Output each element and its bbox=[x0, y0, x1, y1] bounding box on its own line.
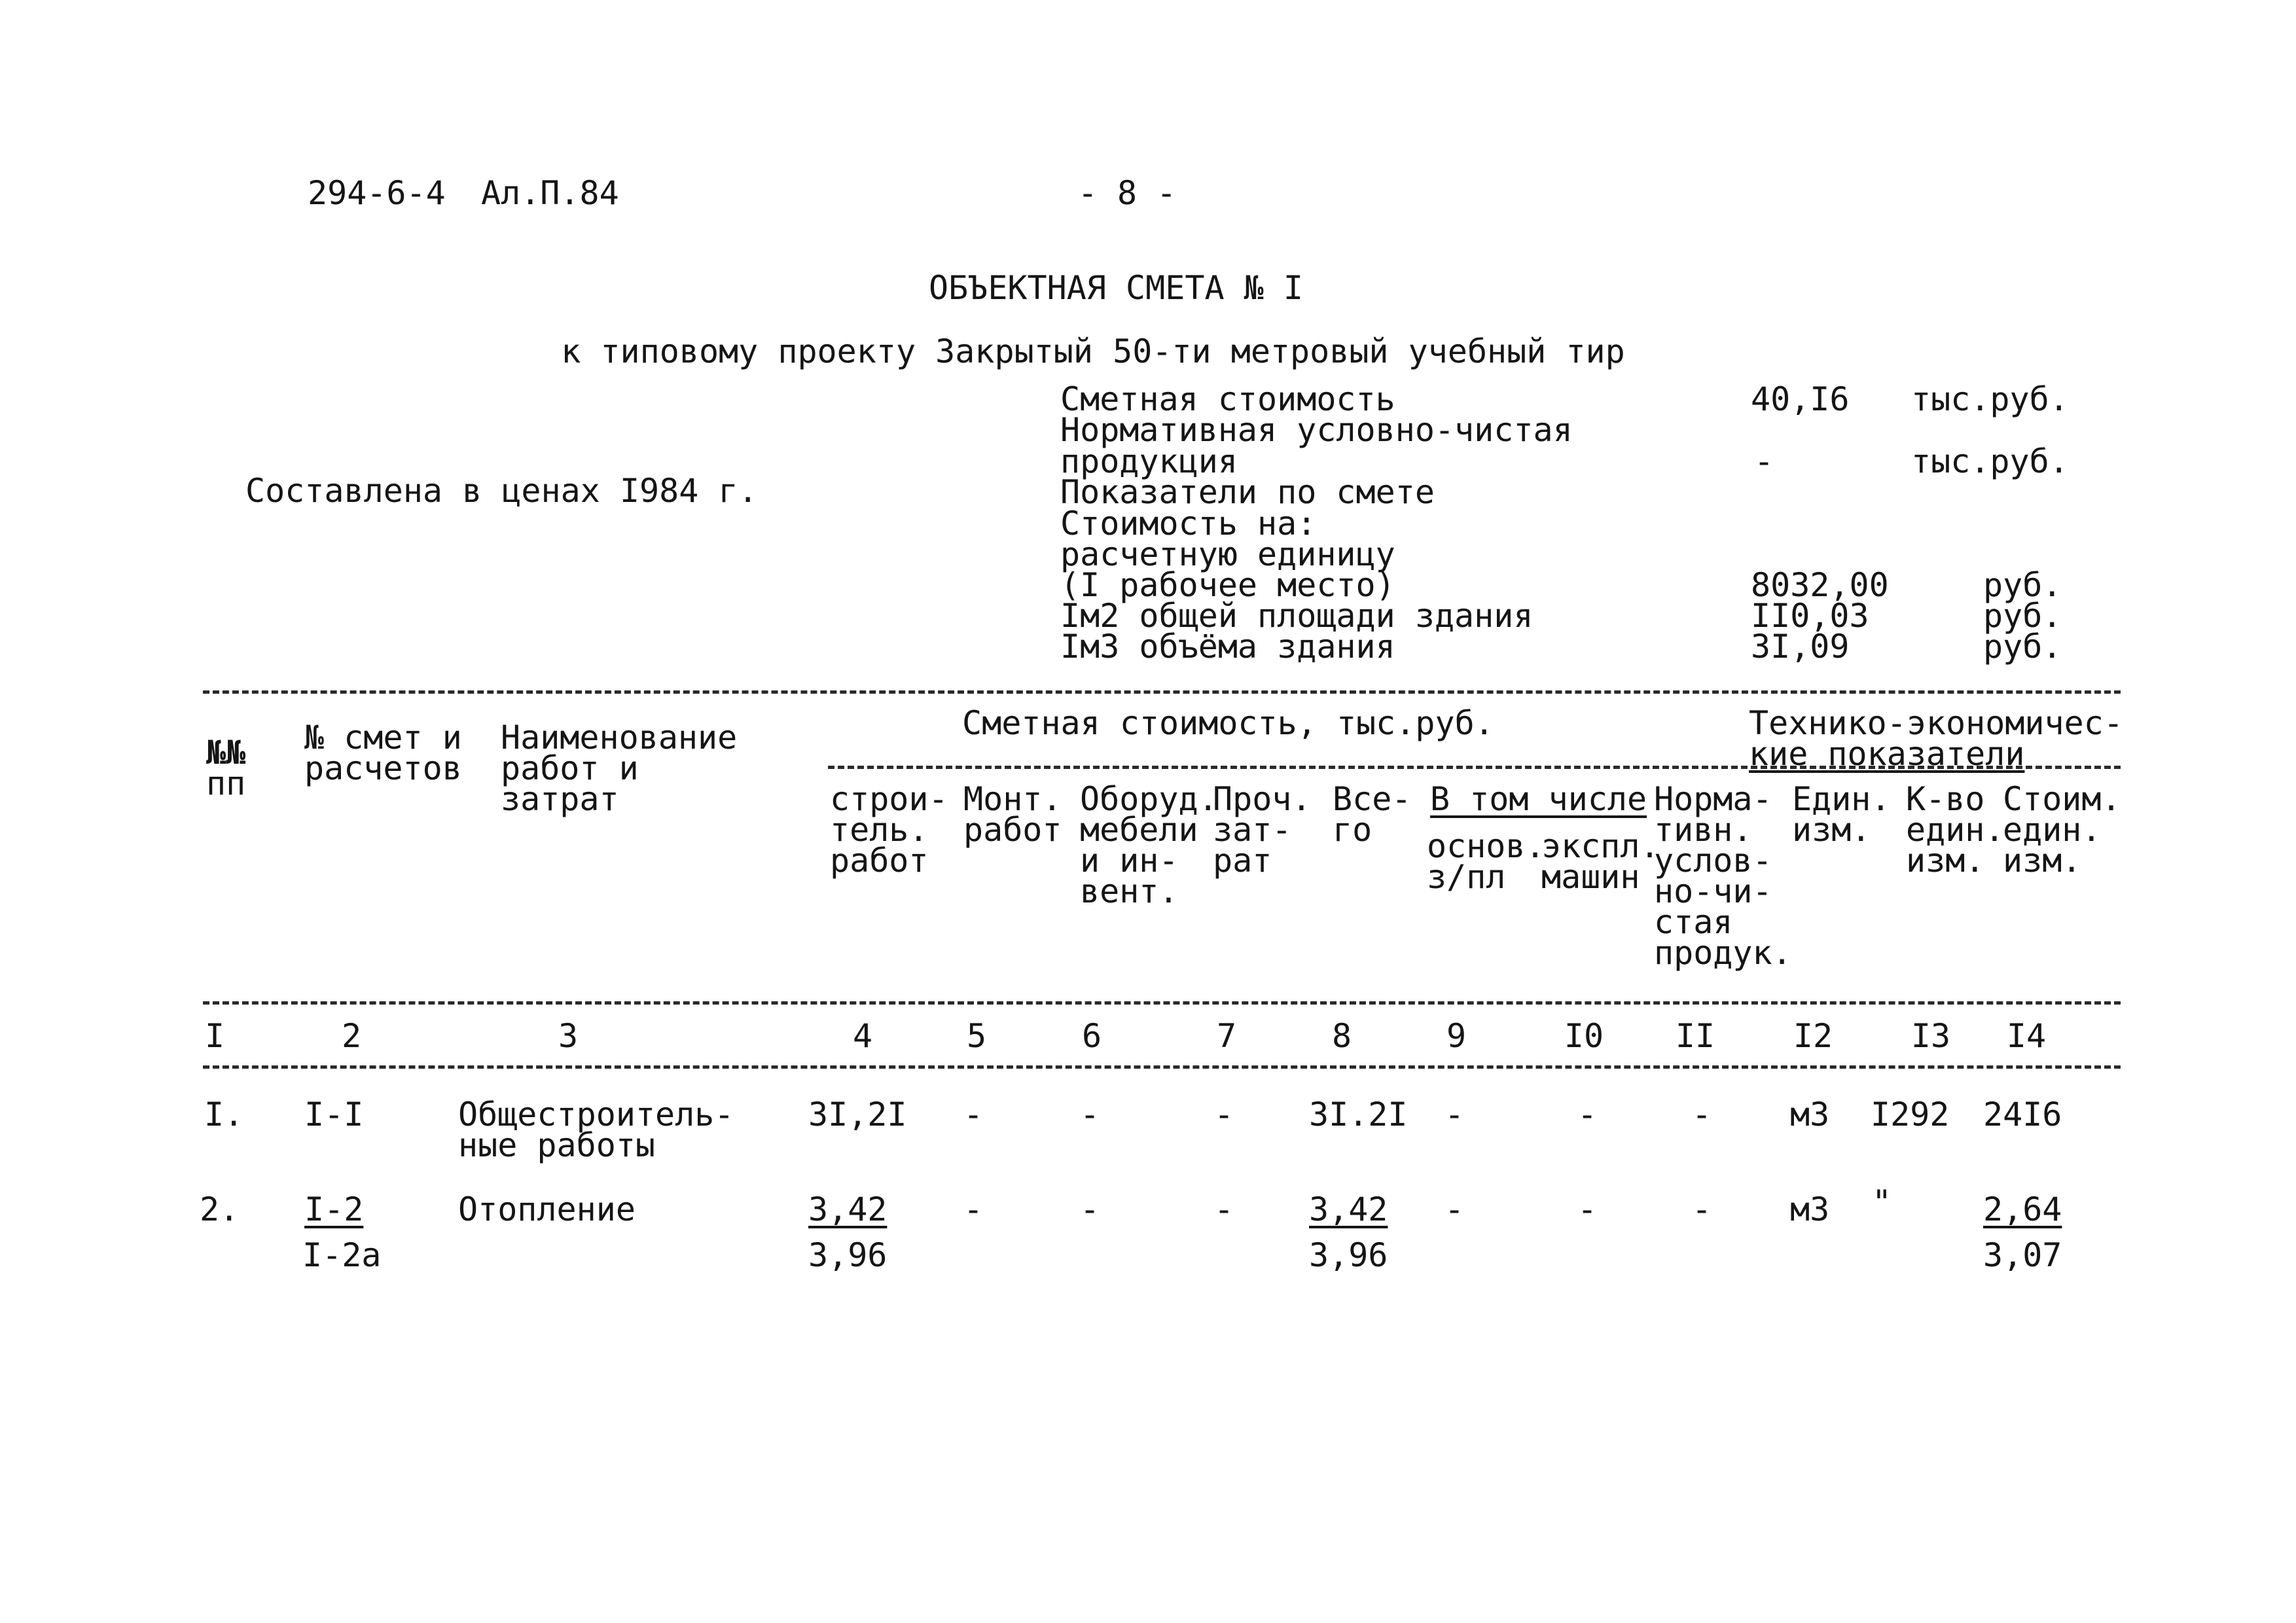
column-number: I bbox=[204, 1017, 225, 1055]
header-normative: услов- bbox=[1654, 842, 1772, 880]
header-construction: тель. bbox=[830, 811, 929, 849]
summary-label: Iм2 общей площади здания bbox=[1060, 597, 1534, 635]
cell-base-pay: - bbox=[1444, 1190, 1465, 1228]
cell-quantity: I292 bbox=[1871, 1096, 1950, 1133]
header-estimate-no: № смет и bbox=[304, 719, 462, 757]
header-machines: экспл. bbox=[1541, 827, 1660, 865]
header-nn: №№ bbox=[206, 734, 246, 772]
summary-label: (I рабочее место) bbox=[1060, 566, 1395, 604]
estimated-cost-value: 40,I6 bbox=[1751, 380, 1850, 418]
cell-mounting: - bbox=[963, 1096, 984, 1133]
column-number: I3 bbox=[1910, 1017, 1951, 1055]
header-unit-cost: изм. bbox=[2003, 842, 2082, 880]
header-unit: Един. bbox=[1792, 780, 1891, 818]
header-normative: но-чи- bbox=[1654, 872, 1772, 910]
header-normative: Норма- bbox=[1654, 780, 1772, 818]
header-name: работ и bbox=[501, 749, 639, 787]
summary-label: Стоимость на: bbox=[1060, 505, 1317, 543]
net-product-value: - bbox=[1754, 442, 1774, 480]
column-number: 9 bbox=[1446, 1017, 1467, 1055]
doc-code: 294-6-4 bbox=[308, 174, 446, 212]
cell-machines: - bbox=[1577, 1190, 1598, 1228]
column-number: 7 bbox=[1216, 1017, 1237, 1055]
header-construction: строи- bbox=[830, 780, 948, 818]
cell-unit: м3 bbox=[1790, 1096, 1830, 1133]
cell-estimate-no: I-I bbox=[304, 1096, 364, 1133]
header-estimate-no: расчетов bbox=[304, 749, 462, 787]
header-machines: машин bbox=[1541, 858, 1640, 896]
cell-name: ные работы bbox=[458, 1126, 656, 1164]
net-product-unit: тыс.руб. bbox=[1911, 442, 2069, 480]
header-quantity: един. bbox=[1906, 811, 2005, 849]
column-number: 3 bbox=[558, 1017, 579, 1055]
header-base-pay: з/пл bbox=[1427, 858, 1506, 896]
column-number: II bbox=[1675, 1017, 1715, 1055]
cell-equipment: - bbox=[1079, 1096, 1100, 1133]
cell-construction: 3,42 bbox=[808, 1190, 888, 1228]
cell-construction: 3I,2I bbox=[808, 1096, 907, 1133]
cell-base-pay: - bbox=[1444, 1096, 1465, 1133]
document-title: ОБЪЕКТНАЯ СМЕТА № I bbox=[929, 269, 1303, 307]
header-bottom-rule bbox=[203, 1001, 2121, 1005]
cell-row-number: I. bbox=[204, 1096, 244, 1133]
cell-unit: м3 bbox=[1790, 1190, 1830, 1228]
column-number: I0 bbox=[1564, 1017, 1604, 1055]
cell-unit-cost: 24I6 bbox=[1983, 1096, 2062, 1133]
group-header-tech: Технико-экономичес- bbox=[1749, 704, 2123, 742]
header-name: затрат bbox=[501, 780, 619, 818]
header-equipment: и ин- bbox=[1080, 842, 1179, 880]
cell-machines: - bbox=[1577, 1096, 1598, 1133]
cell-other: - bbox=[1213, 1190, 1234, 1228]
cell-unit-cost: 2,64 bbox=[1983, 1190, 2062, 1228]
prices-note: Составлена в ценах I984 г. bbox=[245, 472, 758, 510]
column-number: 2 bbox=[341, 1017, 362, 1055]
group-header-tech: кие показатели bbox=[1749, 735, 2025, 773]
per-m3-value: 3I,09 bbox=[1751, 628, 1850, 666]
cell-total-alt: 3,96 bbox=[1309, 1236, 1388, 1274]
header-unit-cost: Стоим. bbox=[2003, 780, 2121, 818]
header-quantity: К-во bbox=[1906, 780, 1985, 818]
cell-other: - bbox=[1213, 1096, 1234, 1133]
summary-label: продукция bbox=[1060, 442, 1238, 480]
header-name: Наименование bbox=[501, 719, 738, 757]
cell-mounting: - bbox=[963, 1190, 984, 1228]
summary-label: расчетную единицу bbox=[1060, 535, 1395, 573]
header-equipment: Оборуд. bbox=[1080, 780, 1218, 818]
header-nn: пп bbox=[206, 764, 246, 802]
album-ref: Ал.П.84 bbox=[481, 174, 619, 212]
cell-normative: - bbox=[1691, 1190, 1712, 1228]
summary-label: Показатели по смете bbox=[1060, 473, 1435, 511]
header-mounting: работ bbox=[963, 811, 1062, 849]
per-workplace-value: 8032,00 bbox=[1751, 566, 1889, 604]
header-equipment: вент. bbox=[1080, 872, 1179, 910]
cell-estimate-no-alt: I-2а bbox=[302, 1236, 382, 1274]
header-total: Все- bbox=[1333, 780, 1412, 818]
document-subtitle: к типовому проекту Закрытый 50-ти метровый учебный тир bbox=[561, 332, 1625, 370]
cell-quantity: " bbox=[1872, 1183, 1892, 1221]
summary-label: Сметная стоимость bbox=[1060, 380, 1395, 418]
header-quantity: изм. bbox=[1906, 842, 1985, 880]
cell-name: Отопление bbox=[458, 1190, 636, 1228]
header-total: го bbox=[1333, 811, 1372, 849]
summary-label: Iм3 объёма здания bbox=[1060, 628, 1395, 666]
header-normative: продук. bbox=[1654, 934, 1792, 972]
cell-row-number: 2. bbox=[200, 1190, 240, 1228]
cell-equipment: - bbox=[1079, 1190, 1100, 1228]
cell-construction-alt: 3,96 bbox=[808, 1236, 888, 1274]
column-number: 6 bbox=[1081, 1017, 1102, 1055]
column-numbers-rule bbox=[203, 1065, 2121, 1069]
header-normative: стая bbox=[1654, 903, 1733, 941]
header-mounting: Монт. bbox=[963, 780, 1062, 818]
cell-normative: - bbox=[1691, 1096, 1712, 1133]
header-unit: изм. bbox=[1792, 811, 1871, 849]
header-construction: работ bbox=[830, 842, 929, 880]
cell-name: Общестроитель- bbox=[458, 1096, 734, 1133]
group-header-cost: Сметная стоимость, тыс.руб. bbox=[962, 704, 1494, 742]
header-unit-cost: един. bbox=[2003, 811, 2102, 849]
cell-unit-cost-alt: 3,07 bbox=[1983, 1236, 2062, 1274]
table-top-rule bbox=[203, 690, 2121, 694]
column-number: 4 bbox=[852, 1017, 873, 1055]
summary-label: Нормативная условно-чистая bbox=[1060, 411, 1573, 449]
per-m2-value: II0,03 bbox=[1751, 597, 1869, 635]
column-number: 8 bbox=[1331, 1017, 1352, 1055]
header-base-pay: основ. bbox=[1427, 827, 1545, 865]
per-m3-unit: руб. bbox=[1983, 628, 2062, 666]
per-m2-unit: руб. bbox=[1983, 597, 2062, 635]
per-workplace-unit: руб. bbox=[1983, 566, 2062, 604]
cell-estimate-no: I-2 bbox=[304, 1190, 364, 1228]
column-number: I4 bbox=[2006, 1017, 2047, 1055]
estimated-cost-unit: тыс.руб. bbox=[1911, 380, 2069, 418]
page-number: - 8 - bbox=[1077, 174, 1177, 212]
column-number: I2 bbox=[1793, 1017, 1833, 1055]
header-other: зат- bbox=[1213, 811, 1292, 849]
header-other: рат bbox=[1213, 842, 1272, 880]
cell-total: 3I.2I bbox=[1309, 1096, 1408, 1133]
header-normative: тивн. bbox=[1654, 811, 1753, 849]
header-including: В том числе bbox=[1430, 780, 1647, 818]
cell-total: 3,42 bbox=[1309, 1190, 1388, 1228]
header-equipment: мебели bbox=[1080, 811, 1198, 849]
header-other: Проч. bbox=[1213, 780, 1312, 818]
column-number: 5 bbox=[966, 1017, 987, 1055]
